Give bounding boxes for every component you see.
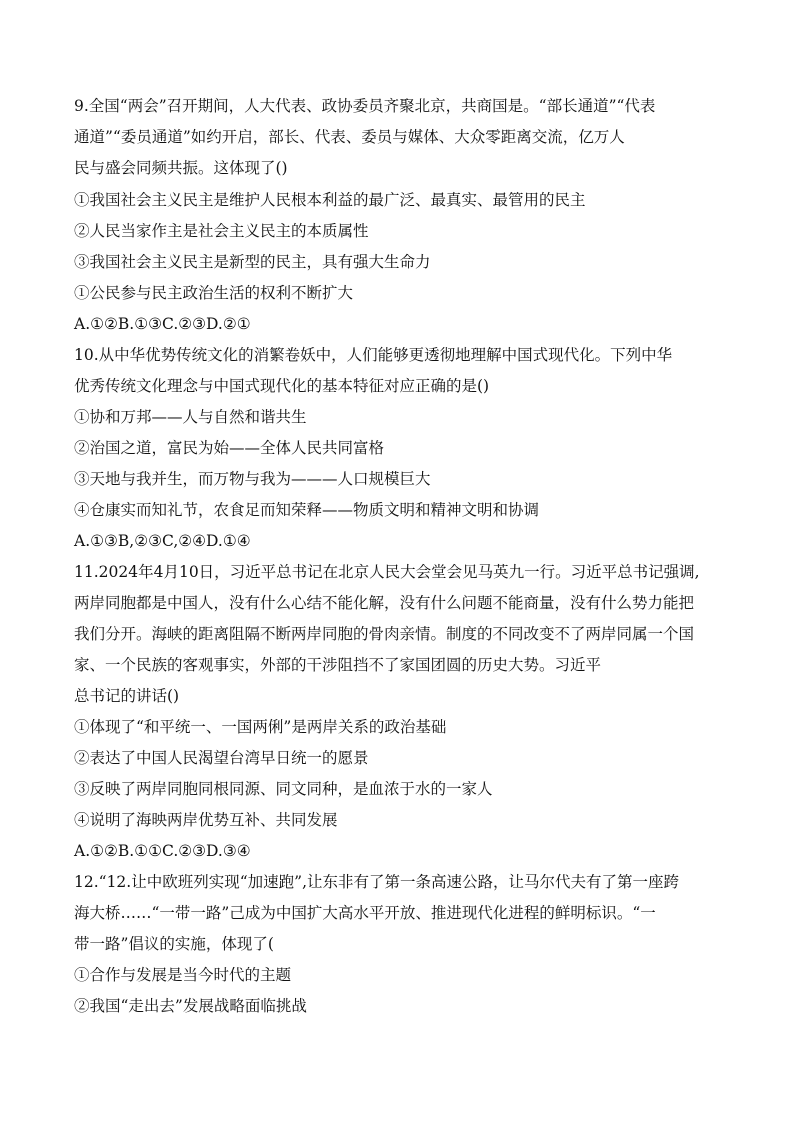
q10-stem-line-1: 10.从中华优势传统文化的消繁卷妖中，人们能够更透彻地理解中国式现代化。下列中华 — [74, 346, 673, 364]
q10-stem-line-2: 优秀传统文化理念与中国式现代化的基本特征对应正确的是() — [74, 377, 490, 395]
q9-stem-line-3: 民与盛会同频共振。这体现了() — [74, 159, 288, 177]
q10-option-2: ②治国之道，富民为始——全体人民共同富格 — [74, 439, 385, 457]
q12-option-1: ①合作与发展是当今时代的主题 — [74, 966, 292, 984]
q10-answer-choices: A.①③B,②③C,②④D.①④ — [74, 532, 251, 550]
q9-stem-line-1: 9.全国“两会”召开期间，人大代表、政协委员齐聚北京，共商国是。“部长通道”“代表 — [74, 97, 656, 115]
q11-answer-choices: A.①②B.①①C.②③D.③④ — [74, 842, 251, 860]
q9-option-2: ②人民当家作主是社会主义民主的本质属性 — [74, 222, 369, 240]
q11-stem-line-5: 总书记的讲话() — [74, 687, 180, 705]
q9-stem-line-2: 通道”“委员通道”如约开启，部长、代表、委员与媒体、大众零距离交流，亿万人 — [74, 128, 625, 146]
q12-stem-line-2: 海大桥……“一带一路”己成为中国扩大高水平开放、推进现代化进程的鲜明标识。“一 — [74, 904, 656, 922]
q12-stem-line-1: 12.“12.让中欧班列实现“加速跑”,让东非有了第一条高速公路，让马尔代夫有了第一座跨 — [74, 873, 680, 891]
q10-option-1: ①协和万邦——人与自然和谐共生 — [74, 408, 307, 426]
q11-option-4: ④说明了海映两岸优势互补、共同发展 — [74, 811, 338, 829]
q11-stem-line-3: 我们分开。海峡的距离阻隔不断两岸同胞的骨肉亲情。制度的不同改变不了两岸同属一个国 — [74, 625, 695, 643]
q11-option-1: ①体现了“和平统一、一国两俐”是两岸关系的政治基础 — [74, 718, 447, 736]
q11-option-2: ②表达了中国人民渴望台湾早日统一的愿景 — [74, 749, 369, 767]
q9-option-1: ①我国社会主义民主是维护人民根本利益的最广泛、最真实、最管用的民主 — [74, 191, 586, 209]
q9-option-3: ③我国社会主义民主是新型的民主，具有强大生命力 — [74, 253, 431, 271]
q9-option-4: ①公民参与民主政治生活的权利不断扩大 — [74, 284, 354, 302]
q11-stem-line-2: 两岸同胞都是中国人，没有什么心结不能化解，没有什么问题不能商量，没有什么势力能把 — [74, 594, 695, 612]
q11-stem-line-1: 11.2024年4月10日，习近平总书记在北京人民大会堂会见马英九一行。习近平总书记强调, — [74, 563, 700, 581]
q11-option-3: ③反映了两岸同胞同根同源、同文同种，是血浓于水的一家人 — [74, 780, 493, 798]
q10-option-4: ④仓康实而知礼节，农食足而知荣释——物质文明和精神文明和协调 — [74, 501, 540, 519]
q11-stem-line-4: 家、一个民族的客观事实，外部的干涉阻挡不了家国团圆的历史大势。习近平 — [74, 656, 602, 674]
q10-option-3: ③天地与我并生，而万物与我为———人口规模巨大 — [74, 470, 431, 488]
q12-option-2: ②我国“走出去”发展战略面临挑战 — [74, 997, 307, 1015]
q9-answer-choices: A.①②B.①③C.②③D.②① — [74, 315, 251, 333]
q12-stem-line-3: 带一路”倡议的实施，体现了( — [74, 935, 274, 953]
